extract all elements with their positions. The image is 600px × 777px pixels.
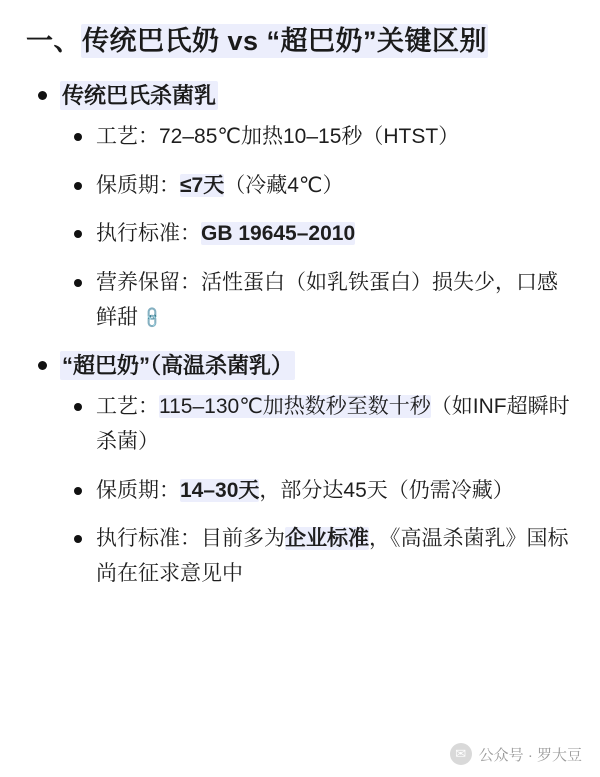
list-item xyxy=(60,169,574,204)
item-label: 执行标准： xyxy=(96,527,201,551)
list-item xyxy=(60,474,574,509)
bullet-icon xyxy=(74,403,82,411)
wechat-icon: ✉ xyxy=(450,743,472,765)
title-text: 传统巴氏奶 vs “超巴奶”关键区别 xyxy=(82,26,488,56)
list-item xyxy=(60,217,574,252)
list-item xyxy=(60,522,574,591)
item-label: 工艺： xyxy=(96,125,159,149)
section-item-list xyxy=(60,120,574,335)
section-heading xyxy=(60,351,295,380)
item-value-highlight: 14–30天 xyxy=(180,478,260,502)
item-value: 活性蛋白（如乳铁蛋白）损失少，口感鲜甜 xyxy=(96,271,558,329)
item-value-highlight: 企业标准 xyxy=(285,527,369,551)
bullet-icon xyxy=(38,91,47,100)
watermark xyxy=(450,743,582,765)
watermark-text: 公众号 · 罗大豆 xyxy=(478,746,582,764)
item-value-highlight: 115–130℃加热数秒至数十秒 xyxy=(159,395,431,419)
item-value-highlight: ≤7天 xyxy=(180,173,225,197)
title-prefix: 一、 xyxy=(26,26,81,56)
section-heading-label: “超巴奶”（高温杀菌乳） xyxy=(62,353,294,379)
page-title xyxy=(26,22,488,61)
item-label: 营养保留： xyxy=(96,271,201,295)
bullet-icon xyxy=(74,279,82,287)
section-ultra-pasteurized xyxy=(26,349,574,591)
list-item xyxy=(60,120,574,155)
item-label: 保质期： xyxy=(96,173,180,197)
list-item xyxy=(60,390,574,459)
item-value-rest: （如INF超瞬时杀菌） xyxy=(96,395,570,453)
bullet-icon xyxy=(74,535,82,543)
item-value-rest: ，部分达45天（仍需冷藏） xyxy=(259,478,514,502)
bullet-icon xyxy=(38,361,47,370)
list-item xyxy=(60,266,574,335)
section-heading-label: 传统巴氏杀菌乳 xyxy=(62,83,217,109)
bullet-icon xyxy=(74,230,82,238)
item-value-pre: 目前多为 xyxy=(201,527,285,551)
item-label: 工艺： xyxy=(96,395,159,419)
link-icon[interactable]: 🔗 xyxy=(140,304,166,331)
item-value-highlight: GB 19645–2010 xyxy=(201,222,356,246)
section-item-list xyxy=(60,390,574,591)
item-value: 72–85℃加热10–15秒（HTST） xyxy=(159,125,460,149)
section-heading xyxy=(60,81,218,110)
bullet-icon xyxy=(74,487,82,495)
item-value-rest: ，《高温杀菌乳》国标尚在征求意见中 xyxy=(96,527,569,585)
item-label: 保质期： xyxy=(96,478,180,502)
section-list xyxy=(26,79,574,591)
item-label: 执行标准： xyxy=(96,222,201,246)
section-traditional-pasteurized xyxy=(26,79,574,335)
bullet-icon xyxy=(74,133,82,141)
item-value-rest: （冷藏4℃） xyxy=(224,173,344,197)
bullet-icon xyxy=(74,182,82,190)
